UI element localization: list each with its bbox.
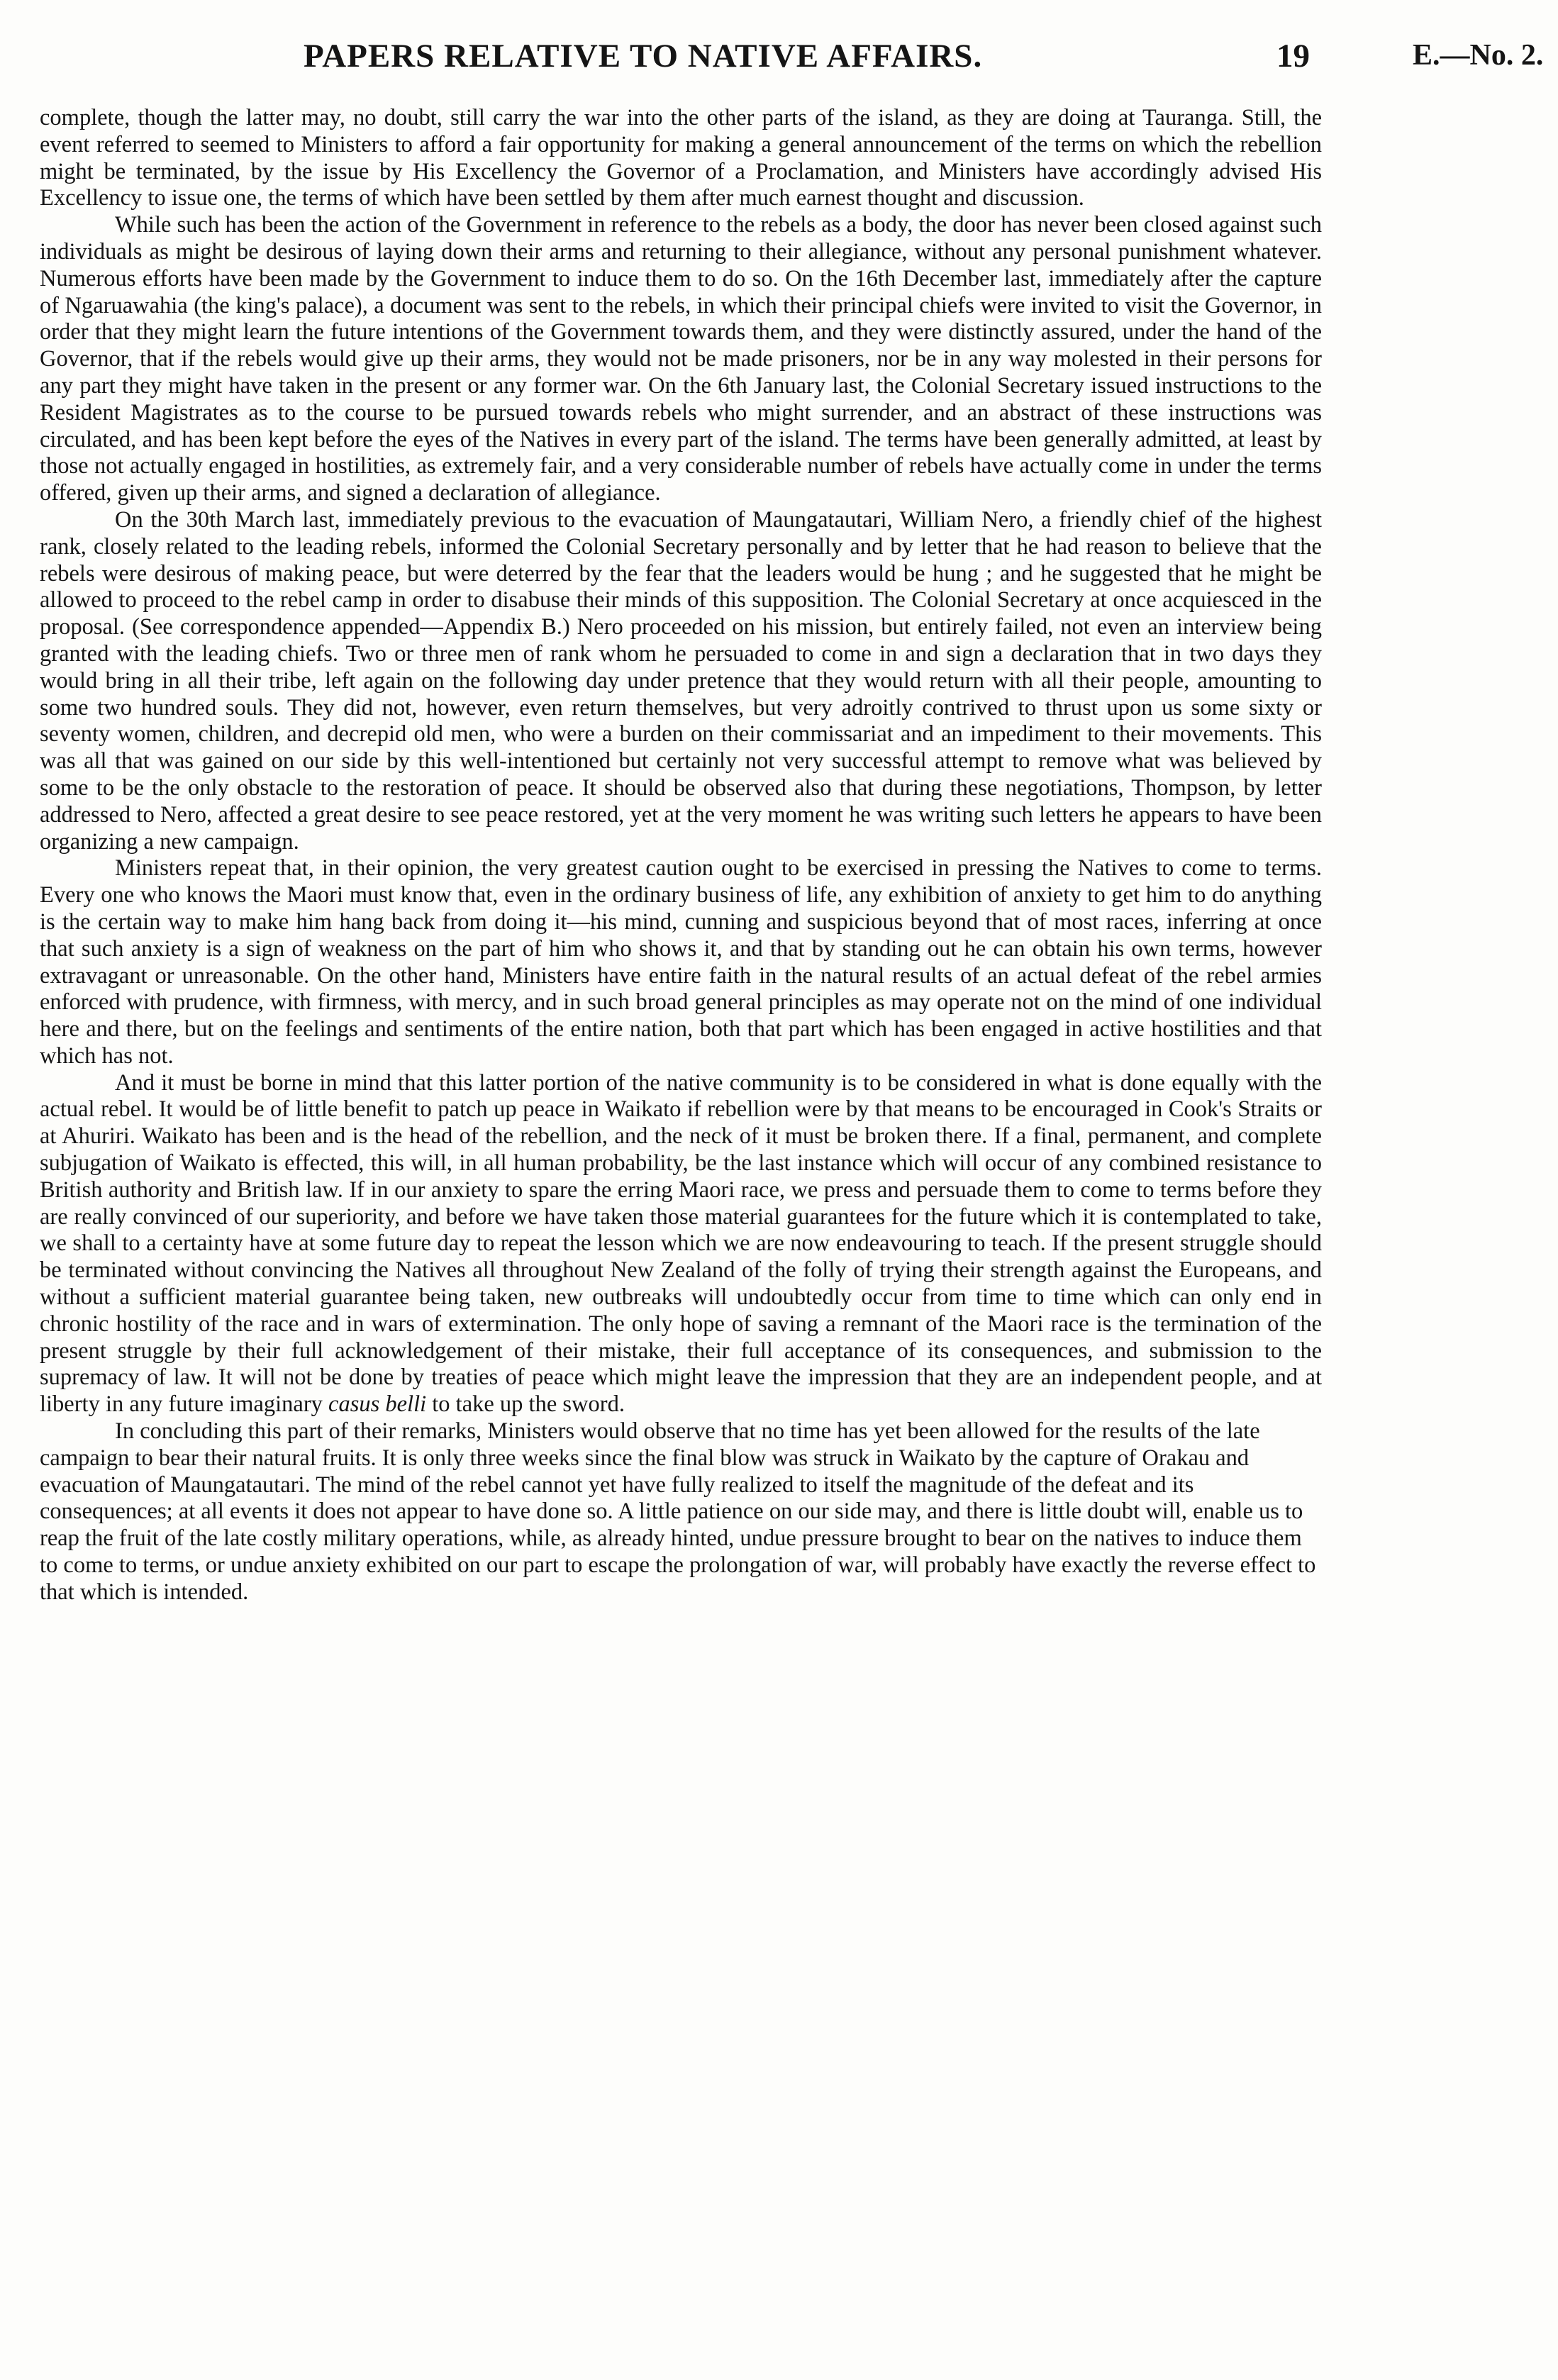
page-header — [0, 37, 1558, 87]
body-text — [40, 105, 1322, 1606]
paragraph-william-nero: On the 30th March last, immediately previous to the evacuation of Maungatautari, William Nero, a friendly chief of the highest rank, closely related to the leading rebels, informed the Colonial Secretary personally and by letter that he had reason to believe that the rebels were desirous of making peace, but were deterred by the fear that the leaders would be hung ; and he suggested that he might be allowed to proceed to the rebel camp in order to disabuse their minds of this supposition. The Colonial Secretary at once acquiesced in the proposal. (See correspondence appended—Appendix B.) Nero proceeded on his mission, but entirely failed, not even an interview being granted with the leading chiefs. Two or three men of rank whom he persuaded to come in and sign a declaration that in two days they would bring in all their tribe, left again on the following day under pretence that they would return with all their people, amounting to some two hundred souls. They did not, however, even return themselves, but very adroitly contrived to thrust upon us some sixty or seventy women, children, and decrepid old men, who were a burden on their commissariat and an impediment to their movements. This was all that was gained on our side by this well-intentioned but certainly not very successful attempt to remove what was believed by some to be the only obstacle to the restoration of peace. It should be observed also that during these negotiations, Thompson, by letter addressed to Nero, affected a great desire to see peace restored, yet at the very moment he was writing such letters he appears to have been organizing a new campaign. — [40, 506, 1322, 855]
paragraph-text-after: to take up the sword. — [432, 1391, 625, 1418]
paragraph-concluding: In concluding this part of their remarks, Ministers would observe that no time has yet been allowed for the results of the late campaign to bear their natural fruits. It is only three weeks since the final blow was struck in Waikato by the capture of Orakau and evacuation of Maungatautari. The mind of the rebel cannot yet have fully realized to itself the magnitude of the defeat and its consequences; at all events it does not appear to have done so. A little patience on our side may, and there is little doubt will, enable us to reap the fruit of the late costly military operations, while, as already hinted, undue pressure brought to bear on the natives to induce them to come to terms, or undue anxiety exhibited on our part to escape the prolongation of war, will probably have exactly the reverse effect to that which is intended. — [40, 1418, 1316, 1605]
paragraph-continuation: complete, though the latter may, no doubt, still carry the war into the other parts of the island, as they are doing at Tauranga. Still, the event referred to seemed to Ministers to afford a fair opportunity for making a general announcement of the terms on which the rebellion might be terminated, by the issue by His Excellency the Governor of a Proclamation, and Ministers have accordingly advised His Excellency to issue one, the terms of which have been settled by them after much earnest thought and discussion. — [40, 105, 1322, 211]
paragraph-government-action: While such has been the action of the Government in reference to the rebels as a body, the door has never been closed against such individuals as might be desirous of laying down their arms and returning to their allegiance, without any personal punishment whatever. Numerous efforts have been made by the Government to induce them to do so. On the 16th December last, immediately after the capture of Ngaruawahia (the king's palace), a document was sent to the rebels, in which their principal chiefs were invited to visit the Governor, in order that they might learn the future intentions of the Government towards them, and they were distinctly assured, under the hand of the Governor, that if the rebels would give up their arms, they would not be made prisoners, nor be in any way molested in their persons for any part they might have taken in the present or any former war. On the 6th January last, the Colonial Secretary issued instructions to the Resident Magistrates as to the course to be pursued towards rebels who might surrender, and an abstract of these instructions was circulated, and has been kept before the eyes of the Natives in every part of the island. The terms have been generally admitted, at least by those not actually engaged in hostilities, as extremely fair, and a very considerable number of rebels have actually come in under the terms offered, given up their arms, and signed a declaration of allegiance. — [40, 212, 1322, 506]
document-reference: E.—No. 2. — [1413, 39, 1544, 72]
paragraph-ministers-caution: Ministers repeat that, in their opinion, the very greatest caution ought to be exercised in pressing the Natives to come to terms. Every one who knows the Maori must know that, even in the ordinary business of life, any exhibition of anxiety to get him to do anything is the certain way to make him hang back from doing it—his mind, cunning and suspicious beyond that of most races, inferring at once that such anxiety is a sign of weakness on the part of him who shows it, and that by standing out he can obtain his own terms, however extravagant or unreasonable. On the other hand, Ministers have entire faith in the natural results of an actual defeat of the rebel armies enforced with prudence, with firmness, with mercy, and in such broad general principles as may operate not on the mind of one individual here and there, but on the feelings and sentiments of the entire nation, both that part which has been engaged in active hostilities and that which has not. — [40, 855, 1322, 1069]
paragraph-subjugation-waikato — [40, 1070, 1322, 1418]
casus-belli-italic: casus belli — [328, 1391, 427, 1418]
running-title: PAPERS RELATIVE TO NATIVE AFFAIRS. — [304, 38, 983, 74]
page-number: 19 — [1276, 38, 1310, 74]
paragraph-text-before: And it must be borne in mind that this latter portion of the native community is to be considered in what is done equally with the actual rebel. It would be of little benefit to patch up peace in Waikato if rebellion were by that means to be encouraged in Cook's Straits or at Ahuriri. Waikato has been and is the head of the rebellion, and the neck of it must be broken there. If a final, permanent, and complete subjugation of Waikato is effected, this will, in all human probability, be the last instance which will occur of any combined resistance to British authority and British law. If in our anxiety to spare the erring Maori race, we press and persuade them to come to terms before they are really convinced of our superiority, and before we have taken those material guarantees for the future which it is contemplated to take, we shall to a certainty have at some future day to repeat the lesson which we are now endeavouring to teach. If the present struggle should be terminated without convincing the Natives all throughout New Zealand of the folly of trying their strength against the Europeans, and without a sufficient material guarantee being taken, new outbreaks will undoubtedly occur from time to time which can only end in chronic hostility of the race and in wars of extermination. The only hope of saving a remnant of the Maori race is the termination of the present struggle by their full acknowledgement of their mistake, their full acceptance of its consequences, and submission to the supremacy of law. It will not be done by treaties of peace which might leave the impression that they are an independent people, and at liberty in any future imaginary — [40, 1069, 1322, 1418]
